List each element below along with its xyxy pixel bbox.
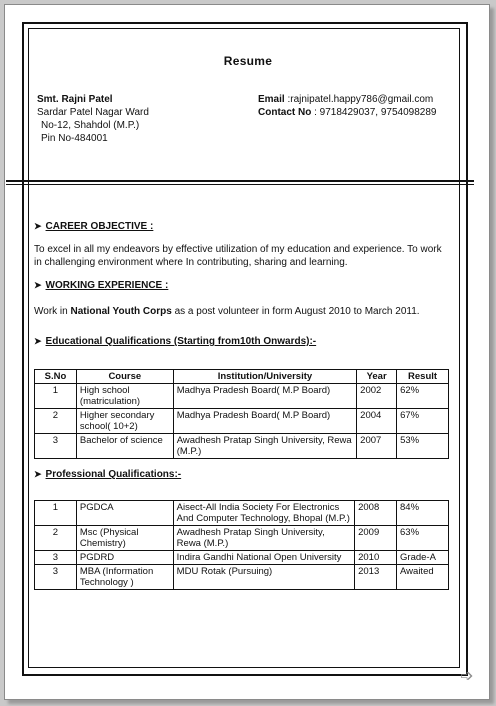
address-line: Sardar Patel Nagar Ward	[37, 107, 149, 118]
education-table	[34, 369, 449, 459]
cell-year: 2004	[357, 409, 397, 434]
cell-year: 2007	[357, 434, 397, 459]
address-line: No-12, Shahdol (M.P.)	[41, 120, 140, 131]
address-block	[37, 93, 149, 145]
candidate-name: Smt. Rajni Patel	[37, 94, 113, 105]
cell-sno: 1	[35, 501, 77, 526]
cell-institution: Madhya Pradesh Board( M.P Board)	[173, 384, 356, 409]
cell-sno: 2	[35, 526, 77, 551]
cell-course: High school (matriculation)	[76, 384, 173, 409]
next-page-arrow-icon[interactable]: ➩	[460, 668, 474, 685]
cell-sno: 1	[35, 384, 77, 409]
cell-year: 2002	[357, 384, 397, 409]
cell-result: Awaited	[397, 565, 449, 590]
arrowhead-bullet-icon: ➤	[34, 221, 42, 231]
table-row	[35, 434, 449, 459]
cell-institution: MDU Rotak (Pursuing)	[173, 565, 354, 590]
education-heading	[34, 336, 316, 347]
email-value[interactable]: :rajnipatel.happy786@gmail.com	[287, 94, 434, 105]
cell-course: PGDRD	[76, 551, 173, 565]
cell-result: 84%	[397, 501, 449, 526]
column-header: Course	[76, 370, 173, 384]
professional-table	[34, 500, 449, 590]
cell-result: 62%	[397, 384, 449, 409]
cell-sno: 3	[35, 551, 77, 565]
cell-year: 2009	[355, 526, 397, 551]
cell-institution: Madhya Pradesh Board( M.P Board)	[173, 409, 356, 434]
cell-year: 2010	[355, 551, 397, 565]
table-row	[35, 526, 449, 551]
phone-line	[258, 106, 436, 119]
header-divider	[6, 180, 474, 182]
cell-course: PGDCA	[76, 501, 173, 526]
work-experience-text	[34, 305, 444, 318]
header-divider-thin	[6, 184, 474, 185]
column-header: Year	[357, 370, 397, 384]
professional-heading-text: Professional Qualifications:-	[45, 469, 182, 480]
page-title: Resume	[223, 54, 273, 68]
arrowhead-bullet-icon: ➤	[34, 469, 42, 479]
email-line	[258, 93, 436, 106]
professional-heading	[34, 469, 181, 480]
address-line: Pin No-484001	[41, 133, 108, 144]
table-row	[35, 565, 449, 590]
cell-year: 2008	[355, 501, 397, 526]
cell-sno: 3	[35, 434, 77, 459]
cell-institution: Indira Gandhi National Open University	[173, 551, 354, 565]
cell-course: MBA (Information Technology )	[76, 565, 173, 590]
work-organization: National Youth Corps	[70, 306, 172, 317]
education-heading-text: Educational Qualifications (Starting from10th Onwards):-	[45, 336, 317, 347]
career-heading	[34, 221, 153, 232]
cell-result: 67%	[397, 409, 449, 434]
career-heading-text: CAREER OBJECTIVE :	[45, 221, 154, 232]
cell-result: 53%	[397, 434, 449, 459]
column-header: S.No	[35, 370, 77, 384]
table-row	[35, 551, 449, 565]
table-row	[35, 409, 449, 434]
cell-sno: 2	[35, 409, 77, 434]
table-row	[35, 384, 449, 409]
arrowhead-bullet-icon: ➤	[34, 280, 42, 290]
career-objective-text: To excel in all my endeavors by effective utilization of my education and experience. To work in challenging environment where In contributing, sharing and learning.	[34, 244, 442, 268]
work-text-before: Work in	[34, 306, 71, 317]
work-heading-text: WORKING EXPERIENCE :	[45, 280, 169, 291]
cell-course: Higher secondary school( 10+2)	[76, 409, 173, 434]
column-header: Institution/University	[173, 370, 356, 384]
column-header: Result	[397, 370, 449, 384]
cell-course: Bachelor of science	[76, 434, 173, 459]
cell-result: 63%	[397, 526, 449, 551]
table-row	[35, 501, 449, 526]
contact-block	[258, 93, 436, 119]
arrowhead-bullet-icon: ➤	[34, 336, 42, 346]
phone-label: Contact No	[258, 107, 312, 118]
cell-institution: Aisect-All India Society For Electronics And Computer Technology, Bhopal (M.P.)	[173, 501, 354, 526]
cell-institution: Awadhesh Pratap Singh University, Rewa (M.P.)	[173, 526, 354, 551]
cell-institution: Awadhesh Pratap Singh University, Rewa (M.P.)	[173, 434, 356, 459]
cell-course: Msc (Physical Chemistry)	[76, 526, 173, 551]
cell-result: Grade-A	[397, 551, 449, 565]
cell-year: 2013	[355, 565, 397, 590]
cell-sno: 3	[35, 565, 77, 590]
work-text-after: as a post volunteer in form August 2010 to March 2011.	[171, 306, 420, 317]
work-heading	[34, 280, 168, 291]
table-header-row	[35, 370, 449, 384]
email-label: Email	[258, 94, 285, 105]
phone-value: : 9718429037, 9754098289	[314, 107, 437, 118]
